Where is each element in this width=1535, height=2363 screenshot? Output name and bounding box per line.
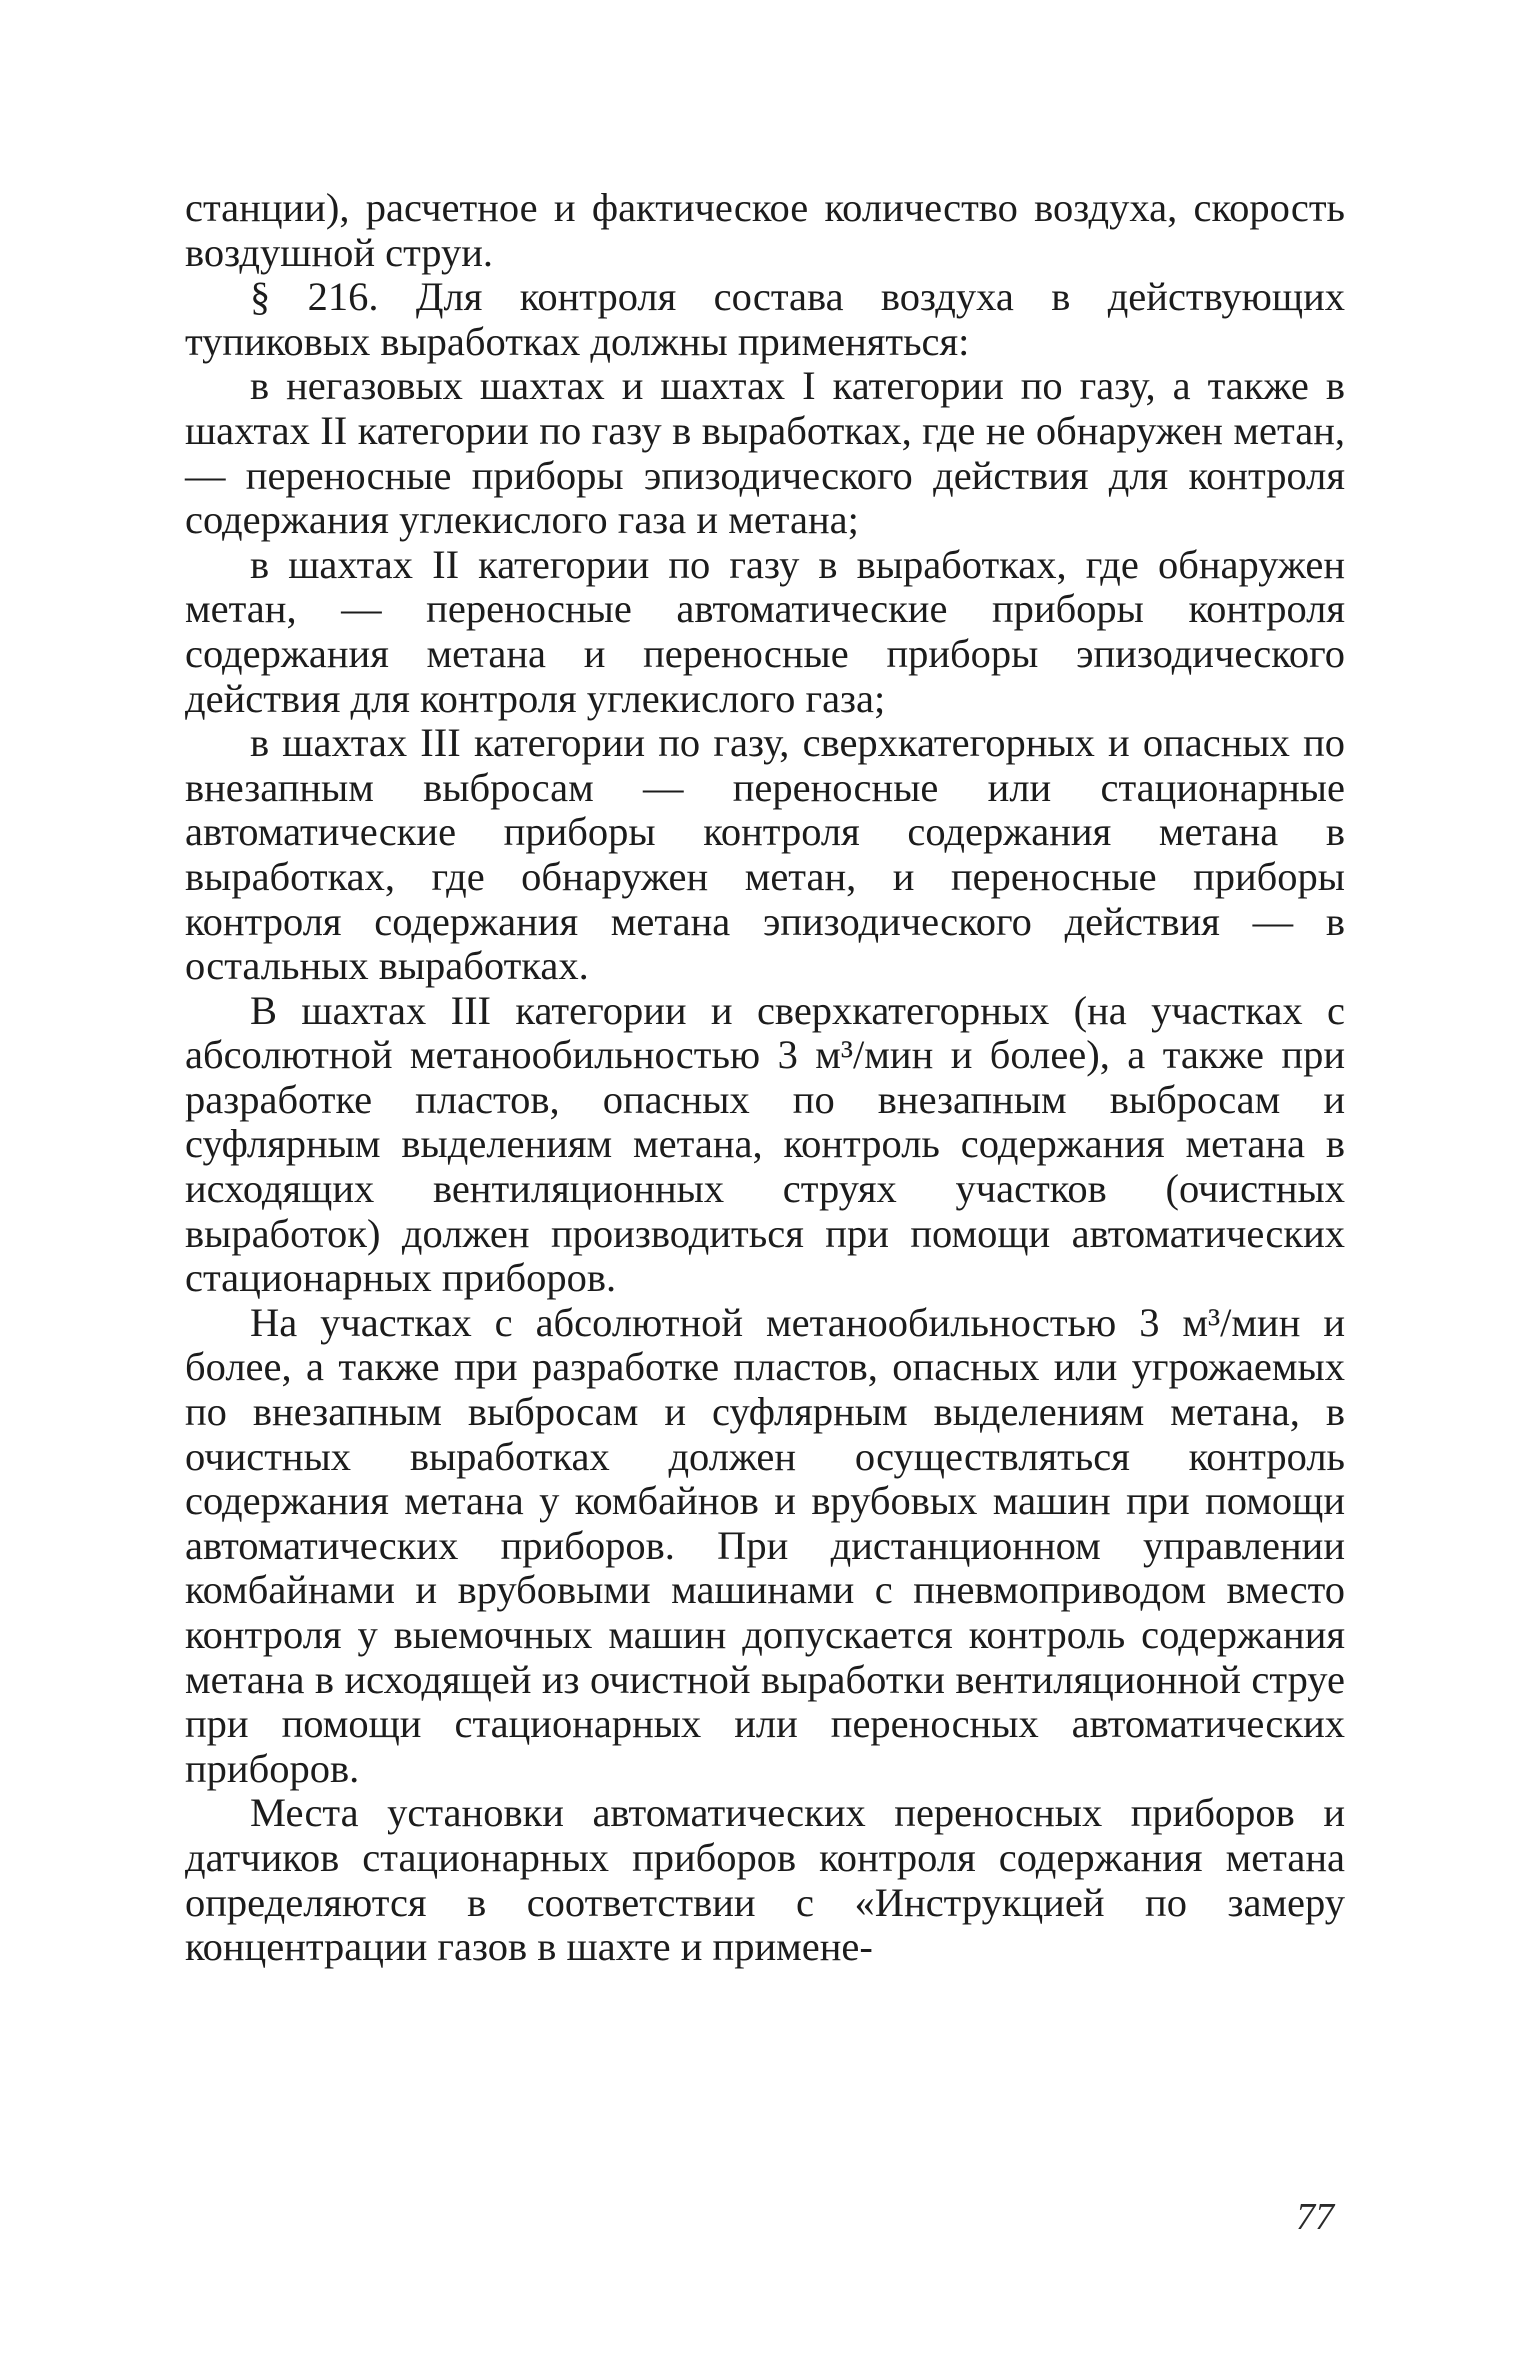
- paragraph-category-iii: В шахтах III категории и сверхкатегорных (на участках с абсолютной метанообильностью 3 м³/мин и более), а также при разработке пластов, опасных по внезапным выбросам и суфлярным выделениям метана, контроль содержания метана в исходящих вентиляционных струях участков (очистных выработок) должен производиться при помощи автоматических стационарных приборов.: [185, 987, 1345, 1301]
- paragraph-list-item-3: в шахтах III категории по газу, сверхкатегорных и опасных по внезапным выбросам — переносные или стационарные автоматические приборы контроля содержания метана в выработках, где обнаружен метан, и переносные приборы контроля содержания метана эпизодического действия — в остальных выработках.: [185, 720, 1345, 989]
- paragraph-continuation: станции), расчетное и фактическое количество воздуха, скорость воздушной струи.: [185, 185, 1345, 275]
- paragraph-list-item-1: в негазовых шахтах и шахтах I категории по газу, а также в шахтах II категории по газу в выработках, где не обнаружен метан, — переносные приборы эпизодического действия для контроля содержания углекислого газа и метана;: [185, 363, 1345, 543]
- body-text: [185, 186, 1345, 1970]
- paragraph-list-item-2: в шахтах II категории по газу в выработках, где обнаружен метан, — переносные автоматические приборы контроля содержания метана и переносные приборы эпизодического действия для контроля углекислого газа;: [185, 541, 1345, 721]
- page-number: 77: [1296, 2196, 1334, 2238]
- paragraph-section-216: § 216. Для контроля состава воздуха в действующих тупиковых выработках должны применяться:: [185, 274, 1345, 364]
- paragraph-combine-control: На участках с абсолютной метанообильностью 3 м³/мин и более, а также при разработке пластов, опасных или угрожаемых по внезапным выбросам и суфлярным выделениям метана, в очистных выработках должен осуществляться контроль содержания метана у комбайнов и врубовых машин при помощи автоматических приборов. При дистанционном управлении комбайнами и врубовыми машинами с пневмоприводом вместо контроля у выемочных машин допускается контроль содержания метана в исходящей из очистной выработки вентиляционной струе при помощи стационарных или переносных автоматических приборов.: [185, 1299, 1345, 1791]
- paragraph-installation-sites: Места установки автоматических переносных приборов и датчиков стационарных приборов контроля содержания метана определяются в соответствии с «Инструкцией по замеру концентрации газов в шахте и примене-: [185, 1790, 1345, 1970]
